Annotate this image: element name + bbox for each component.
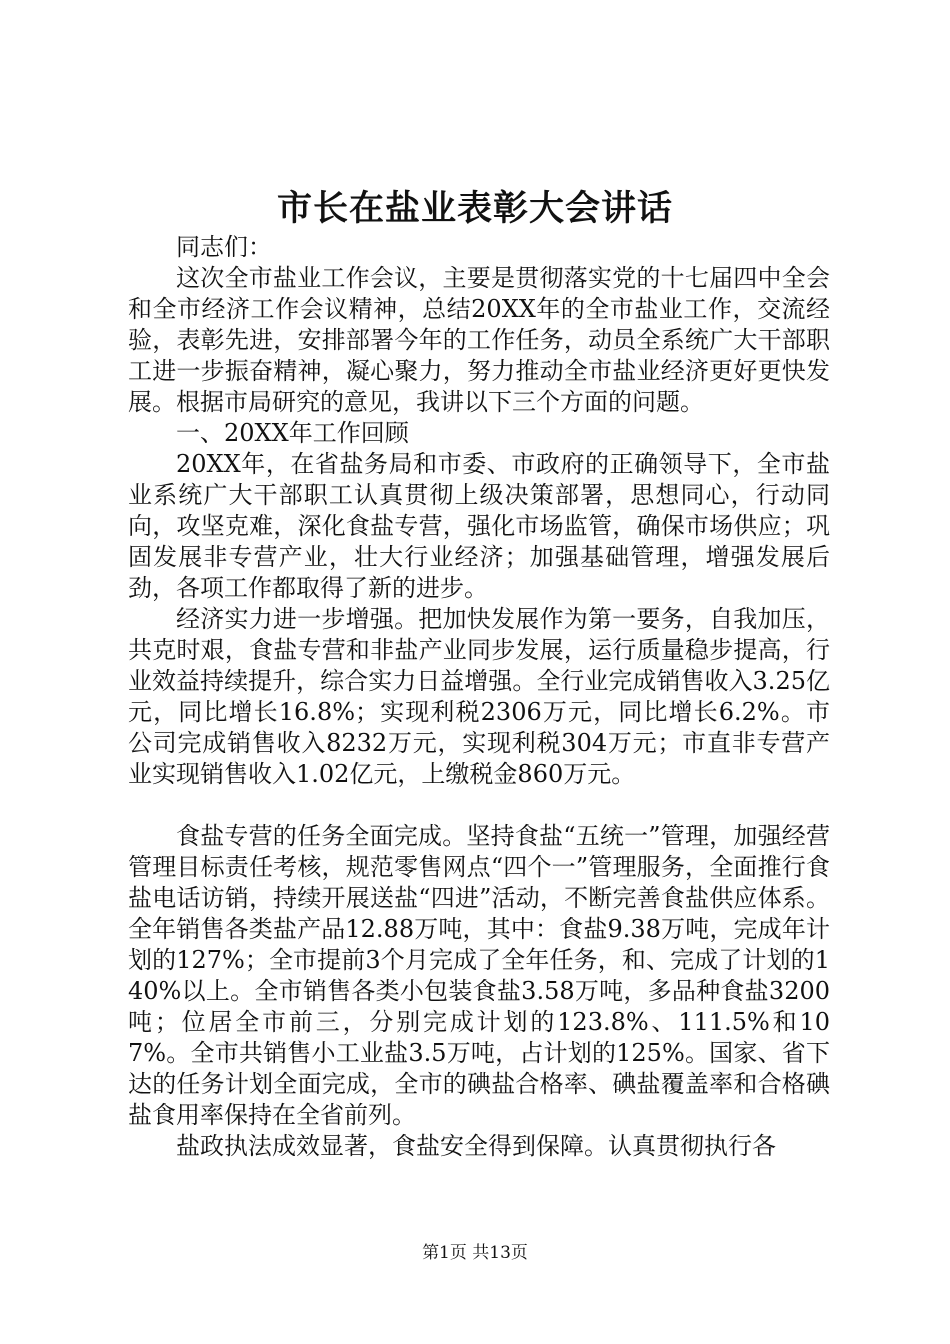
paragraph-review: 20XX年，在省盐务局和市委、市政府的正确领导下，全市盐业系统广大干部职工认真贯彻上级决策部署，思想同心，行动同向，攻坚克难，深化食盐专营，强化市场监管，确保市场供应；巩固发展非专营产业，壮大行业经济；加强基础管理，增强发展后劲，各项工作都取得了新的进步。 (128, 450, 830, 602)
document-body (128, 232, 830, 1162)
paragraph-intro: 这次全市盐业工作会议，主要是贯彻落实党的十七届四中全会和全市经济工作会议精神，总结20XX年的全市盐业工作，交流经验，表彰先进，安排部署今年的工作任务，动员全系统广大干部职工进一步振奋精神，凝心聚力，努力推动全市盐业经济更好更快发展。根据市局研究的意见，我讲以下三个方面的问题。 (128, 264, 830, 416)
page-footer: 第1页 共13页 (422, 1243, 528, 1263)
paragraph-enforcement: 盐政执法成效显著，食盐安全得到保障。认真贯彻执行各 (176, 1132, 776, 1160)
salutation: 同志们： (176, 233, 272, 261)
section-heading: 一、20XX年工作回顾 (176, 419, 409, 447)
paragraph-salt-monopoly: 食盐专营的任务全面完成。坚持食盐“五统一”管理，加强经营管理目标责任考核，规范零售网点“四个一”管理服务，全面推行食盐电话访销，持续开展送盐“四进”活动，不断完善食盐供应体系。全年销售各类盐产品12.88万吨，其中：食盐9.38万吨，完成年计划的127%；全市提前3个月完成了全年任务，和、完成了计划的140%以上。全市销售各类小包装食盐3.58万吨，多品种食盐3200吨；位居全市前三，分别完成计划的123.8%、111.5%和107%。全市共销售小工业盐3.5万吨，占计划的125%。国家、省下达的任务计划全面完成，全市的碘盐合格率、碘盐覆盖率和合格碘盐食用率保持在全省前列。 (128, 822, 830, 1129)
paragraph-economy: 经济实力进一步增强。把加快发展作为第一要务，自我加压，共克时艰，食盐专营和非盐产业同步发展，运行质量稳步提高，行业效益持续提升，综合实力日益增强。全行业完成销售收入3.25亿元，同比增长16.8%；实现利税2306万元，同比增长6.2%。市公司完成销售收入8232万元，实现利税304万元；市直非专营产业实现销售收入1.02亿元，上缴税金860万元。 (128, 605, 830, 788)
document-title: 市长在盐业表彰大会讲话 (276, 188, 673, 229)
